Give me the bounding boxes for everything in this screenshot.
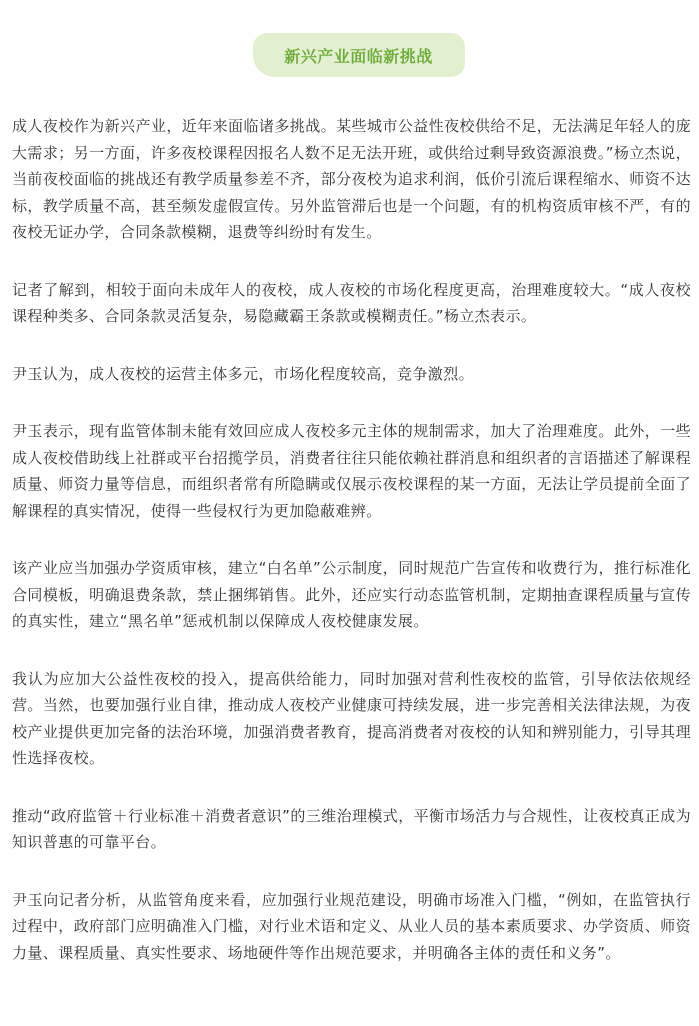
paragraph: 我认为应加大公益性夜校的投入，提高供给能力，同时加强对营利性夜校的监管，引导依法依规经营。当然，也要加强行业自律，推动成人夜校产业健康可持续发展，进一步完善相关法律法规，为夜校产业提供更加完备的法治环境，加强消费者教育，提高消费者对夜校的认知和辨别能力，引导其理性选择夜校。 — [12, 669, 691, 767]
paragraph: 记者了解到，相较于面向未成年人的夜校，成人夜校的市场化程度更高，治理难度较大。“成人夜校课程种类多、合同条款灵活复杂，易隐藏霸王条款或模糊责任。”杨立杰表示。 — [12, 280, 691, 325]
paragraph: 尹玉向记者分析，从监管角度来看，应加强行业规范建设，明确市场准入门槛，“例如，在监管执行过程中，政府部门应明确准入门槛，对行业术语和定义、从业人员的基本素质要求、办学资质、师资力量、课程质量、真实性要求、场地硬件等作出规范要求，并明确各主体的责任和义务”。 — [12, 890, 691, 962]
section-title: 新兴产业面临新挑战 — [253, 33, 465, 77]
paragraph: 尹玉表示，现有监管体制未能有效回应成人夜校多元主体的规制需求，加大了治理难度。此外，一些成人夜校借助线上社群或平台招揽学员，消费者往往只能依赖社群消息和组织者的言语描述了解课程质量、师资力量等信息，而组织者常有所隐瞒或仅展示夜校课程的某一方面，无法让学员提前全面了解课程的真实情况，使得一些侵权行为更加隐蔽难辨。 — [12, 422, 691, 520]
title-container — [0, 33, 699, 77]
paragraph: 该产业应当加强办学资质审核，建立“白名单”公示制度，同时规范广告宣传和收费行为，推行标准化合同模板，明确退费条款，禁止捆绑销售。此外，还应实行动态监管机制，定期抽查课程质量与宣传的真实性，建立“黑名单”惩戒机制以保障成人夜校健康发展。 — [12, 559, 691, 630]
article-body — [12, 113, 691, 966]
paragraph: 成人夜校作为新兴产业，近年来面临诸多挑战。某些城市公益性夜校供给不足，无法满足年轻人的庞大需求；另一方面，许多夜校课程因报名人数不足无法开班，或供给过剩导致资源浪费。”杨立杰说，当前夜校面临的挑战还有教学质量参差不齐，部分夜校为追求利润，低价引流后课程缩水、师资不达标，教学质量不高，甚至频发虚假宣传。另外监管滞后也是一个问题，有的机构资质审核不严，有的夜校无证办学，合同条款模糊，退费等纠纷时有发生。 — [12, 117, 691, 241]
paragraph: 推动“政府监管＋行业标准＋消费者意识”的三维治理模式，平衡市场活力与合规性，让夜校真正成为知识普惠的可靠平台。 — [12, 806, 691, 851]
paragraph: 尹玉认为，成人夜校的运营主体多元，市场化程度较高，竞争激烈。 — [12, 364, 475, 383]
